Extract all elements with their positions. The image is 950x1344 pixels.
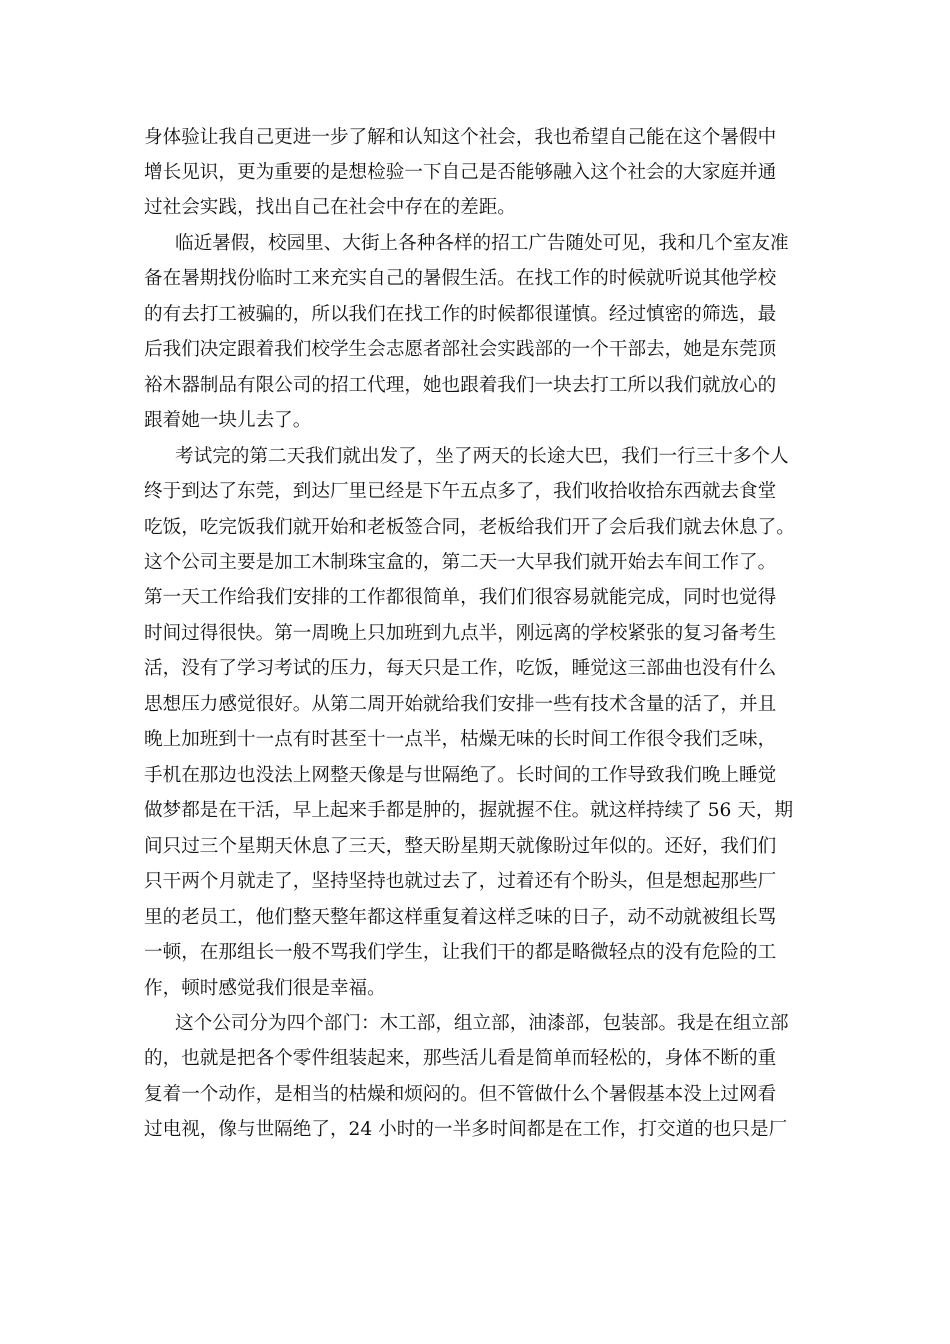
text-line: 做梦都是在干活，早上起来手都是肿的，握就握不住。就这样持续了 56 天，期 [144,800,794,821]
text-line: 只干两个月就走了，坚持坚持也就过去了，过着还有个盼头，但是想起那些厂 [144,871,777,892]
text-line: 吃饭，吃完饭我们就开始和老板签合同，老板给我们开了会后我们就去休息了。 [144,517,795,538]
text-line: 间只过三个星期天休息了三天，整天盼星期天就像盼过年似的。还好，我们们 [144,836,777,857]
paragraph-start-line: 考试完的第二天我们就出发了，坐了两天的长途大巴，我们一行三十多个人 [175,446,789,467]
text-line: 晚上加班到十一点有时甚至十一点半，枯燥无味的长时间工作很令我们乏味， [144,729,777,750]
text-line: 的，也就是把各个零件组装起来，那些活儿看是简单而轻松的，身体不断的重 [144,1048,777,1069]
text-line: 过电视，像与世隔绝了，24 小时的一半多时间都是在工作，打交道的也只是厂 [144,1119,788,1140]
text-line: 思想压力感觉很好。从第二周开始就给我们安排一些有技术含量的活了，并且 [144,694,777,715]
text-line: 终于到达了东莞，到达厂里已经是下午五点多了，我们收拾收拾东西就去食堂 [144,481,777,502]
text-line: 活，没有了学习考试的压力，每天只是工作，吃饭，睡觉这三部曲也没有什么 [144,658,777,679]
text-line: 备在暑期找份临时工来充实自己的暑假生活。在找工作的时候就听说其他学校 [144,268,777,289]
text-line: 跟着她一块儿去了。 [144,410,312,431]
text-line: 裕木器制品有限公司的招工代理，她也跟着我们一块去打工所以我们就放心的 [144,375,777,396]
text-line: 作，顿时感觉我们很是幸福。 [144,978,386,999]
text-line: 时间过得很快。第一周晚上只加班到九点半，刚远离的学校紧张的复习备考生 [144,623,777,644]
text-line: 第一天工作给我们安排的工作都很简单，我们们很容易就能完成，同时也觉得 [144,587,777,608]
text-line: 身体验让我自己更进一步了解和认知这个社会，我也希望自己能在这个暑假中 [144,127,777,148]
text-line: 手机在那边也没法上网整天像是与世隔绝了。长时间的工作导致我们晚上睡觉 [144,765,777,786]
text-line: 的有去打工被骗的，所以我们在找工作的时候都很谨慎。经过慎密的筛选，最 [144,304,777,325]
text-line: 这个公司主要是加工木制珠宝盒的，第二天一大早我们就开始去车间工作了。 [144,552,777,573]
paragraph-start-line: 这个公司分为四个部门：木工部，组立部，油漆部，包装部。我是在组立部 [175,1013,789,1034]
text-line: 里的老员工，他们整天整年都这样重复着这样乏味的日子，动不动就被组长骂 [144,907,777,928]
paragraph-start-line: 临近暑假，校园里、大街上各种各样的招工广告随处可见，我和几个室友准 [175,233,789,254]
text-line: 后我们决定跟着我们校学生会志愿者部社会实践部的一个干部去，她是东莞顶 [144,339,777,360]
text-line: 增长见识，更为重要的是想检验一下自己是否能够融入这个社会的大家庭并通 [144,162,777,183]
text-line: 复着一个动作，是相当的枯燥和烦闷的。但不管做什么个暑假基本没上过网看 [144,1084,777,1105]
text-line: 一顿，在那组长一般不骂我们学生，让我们干的都是略微轻点的没有危险的工 [144,942,777,963]
text-line: 过社会实践，找出自己在社会中存在的差距。 [144,197,516,218]
